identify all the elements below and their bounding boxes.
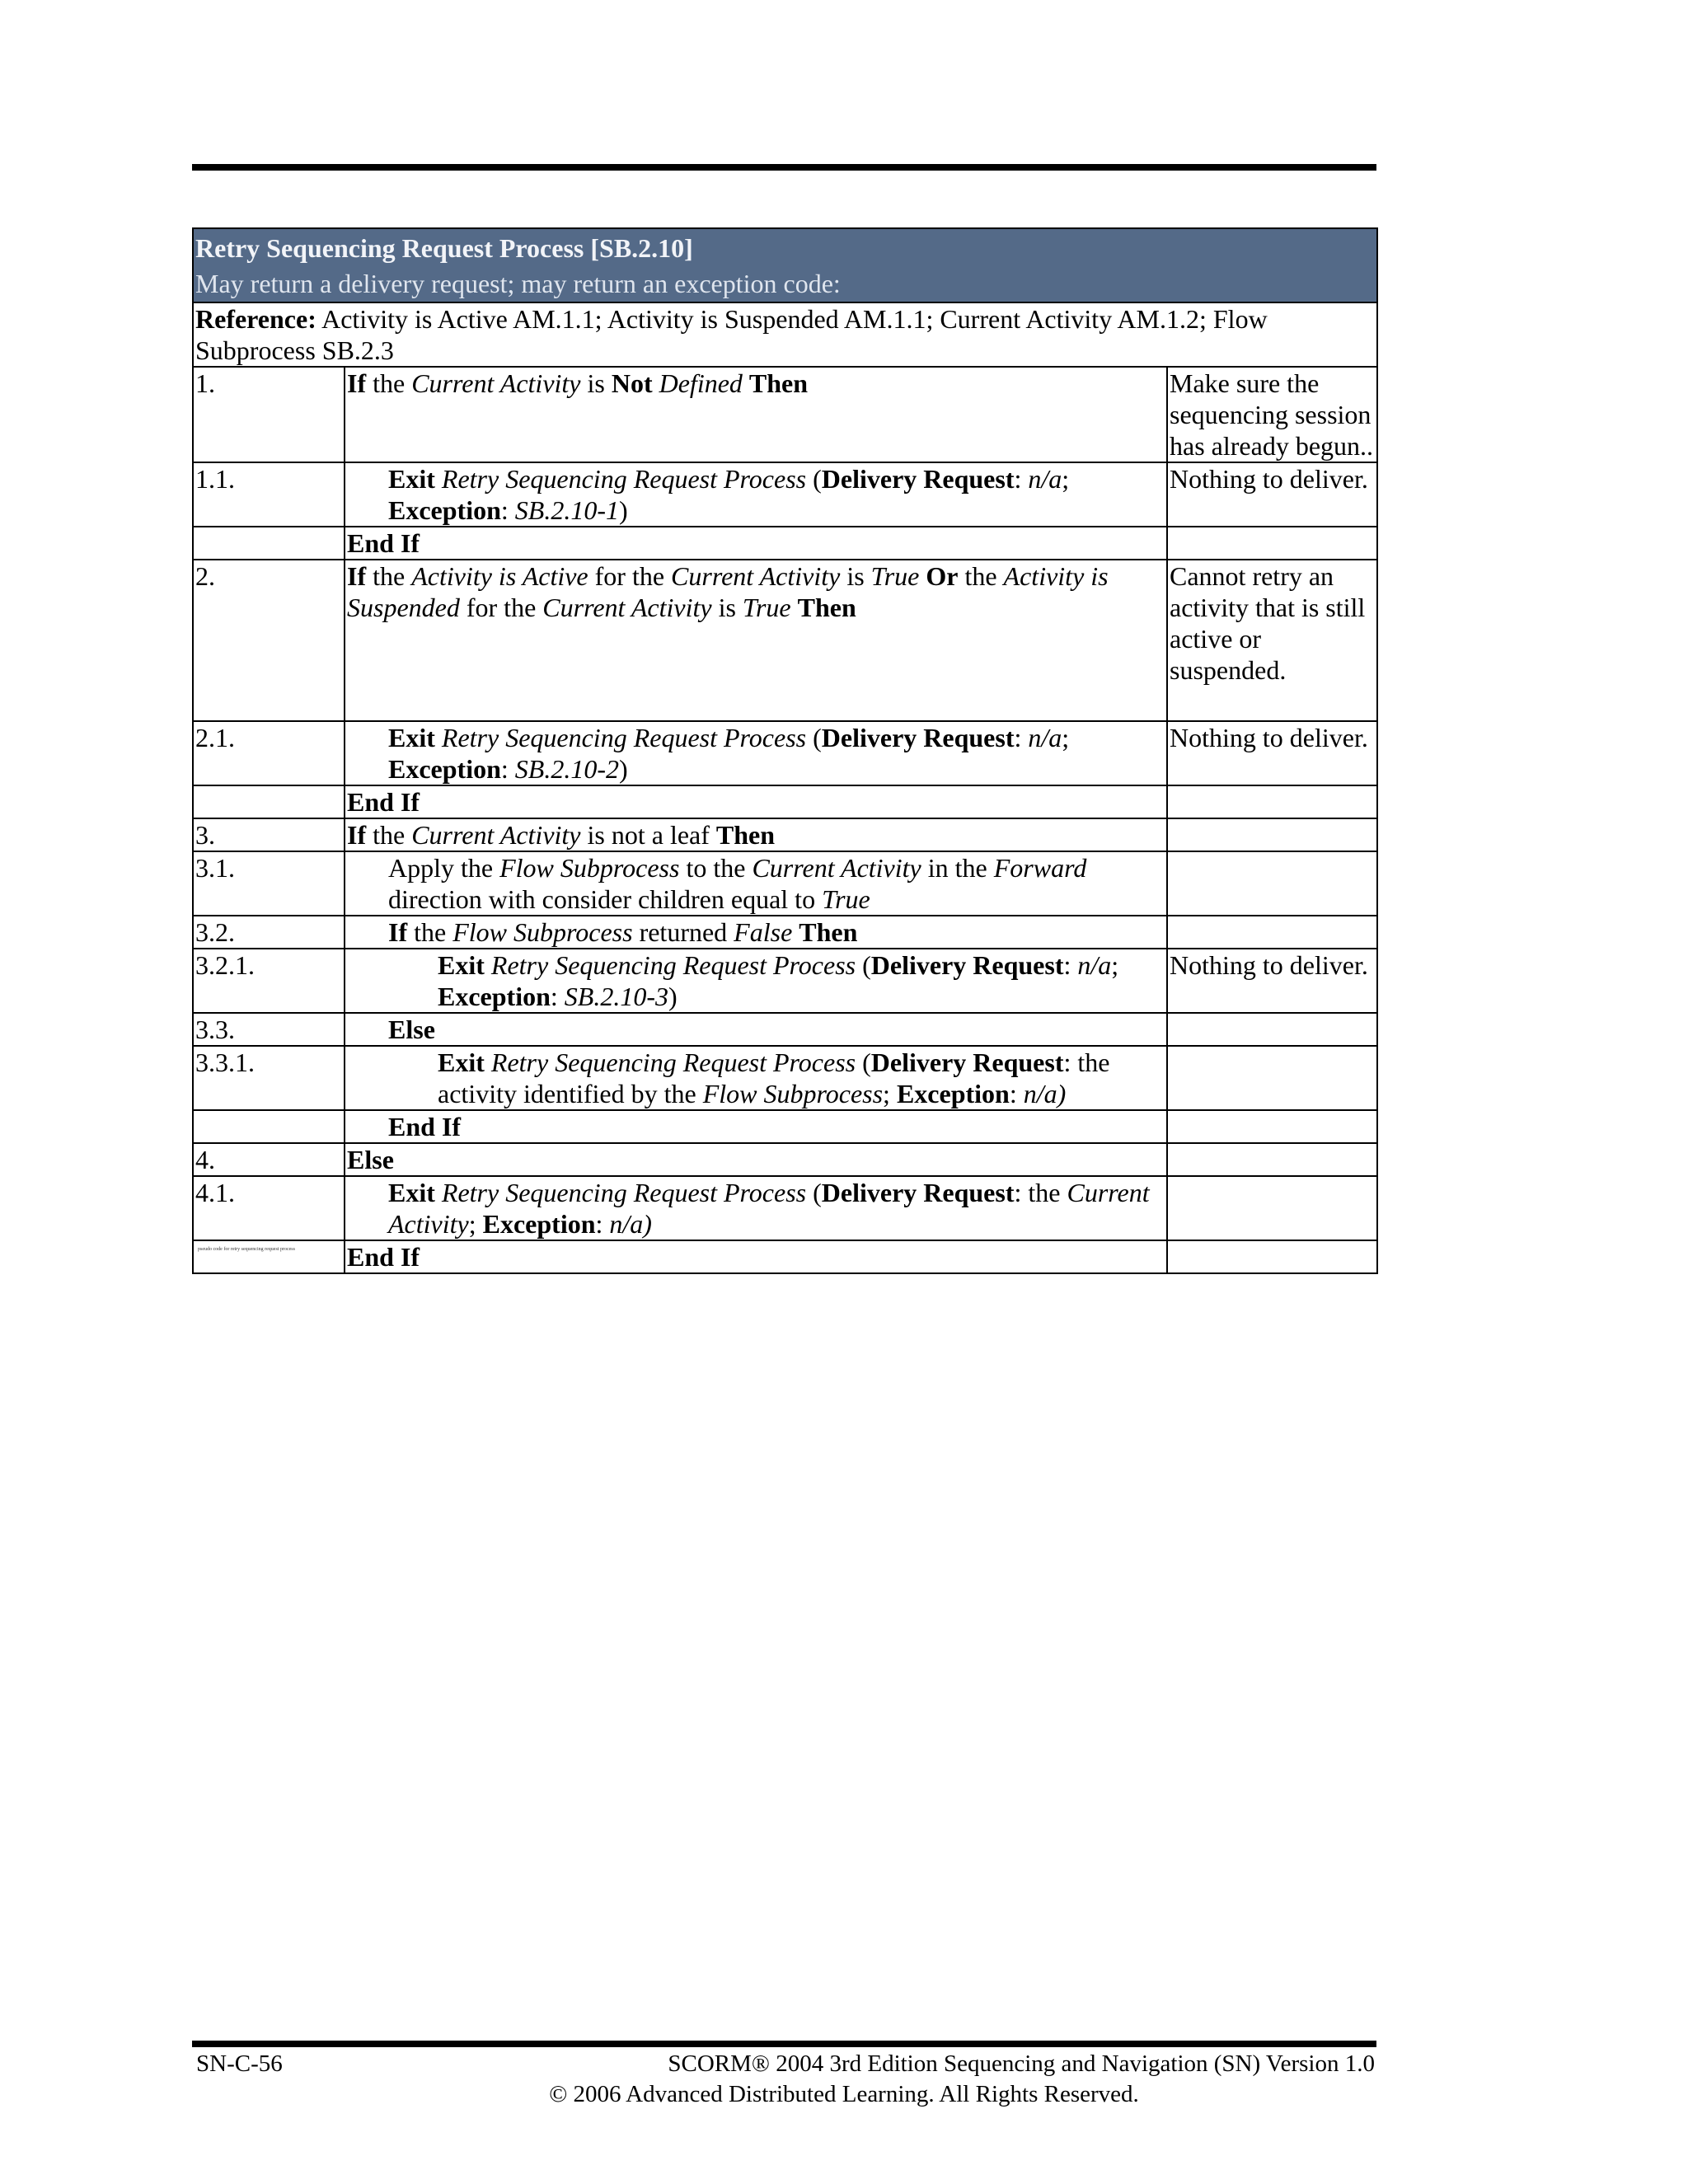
step-number: 2. <box>193 560 345 721</box>
step-comment: Nothing to deliver. <box>1167 462 1377 527</box>
table-row <box>193 1143 1377 1176</box>
step-comment <box>1167 785 1377 818</box>
step-comment <box>1167 1143 1377 1176</box>
step-number: 3.3.1. <box>193 1046 345 1110</box>
step-text: Exit Retry Sequencing Request Process (Delivery Request: the Current Activity; Exception: n/a) <box>345 1176 1167 1240</box>
page-number: SN-C-56 <box>196 2050 283 2077</box>
table-row <box>193 818 1377 851</box>
footer-rule <box>192 2041 1376 2047</box>
step-comment <box>1167 1013 1377 1046</box>
step-comment <box>1167 851 1377 916</box>
header-rule <box>192 164 1376 171</box>
step-number <box>193 1110 345 1143</box>
step-text: Else <box>345 1013 1167 1046</box>
step-text: Else <box>345 1143 1167 1176</box>
step-number: 4.1. <box>193 1176 345 1240</box>
step-text: If the Activity is Active for the Current Activity is True Or the Activity is Suspended for the Current Activity is True Then <box>345 560 1167 721</box>
step-text: Exit Retry Sequencing Request Process (Delivery Request: n/a; Exception: SB.2.10-1) <box>345 462 1167 527</box>
table-row <box>193 851 1377 916</box>
reference-cell <box>193 302 1377 367</box>
table-subtitle: May return a delivery request; may return an exception code: <box>195 269 841 298</box>
table-header <box>193 228 1377 302</box>
table-row <box>193 1110 1377 1143</box>
step-comment <box>1167 527 1377 560</box>
table-title: Retry Sequencing Request Process [SB.2.10] <box>195 233 693 263</box>
table-row <box>193 1176 1377 1240</box>
step-text: End If <box>345 1240 1167 1273</box>
reference-row <box>193 302 1377 367</box>
step-number: 3.3. <box>193 1013 345 1046</box>
table-row <box>193 560 1377 721</box>
table-row <box>193 1013 1377 1046</box>
step-number <box>193 527 345 560</box>
step-text: Apply the Flow Subprocess to the Current Activity in the Forward direction with consider children equal to True <box>345 851 1167 916</box>
step-number: 3.2.1. <box>193 949 345 1013</box>
step-number: 1. <box>193 367 345 462</box>
step-comment: Make sure the sequencing session has already begun.. <box>1167 367 1377 462</box>
step-comment <box>1167 916 1377 949</box>
copyright-notice: © 2006 Advanced Distributed Learning. All Rights Reserved. <box>549 2081 1139 2107</box>
step-comment: Nothing to deliver. <box>1167 949 1377 1013</box>
step-text: If the Current Activity is Not Defined Then <box>345 367 1167 462</box>
step-text: If the Flow Subprocess returned False Then <box>345 916 1167 949</box>
step-text: If the Current Activity is not a leaf Then <box>345 818 1167 851</box>
step-comment: Cannot retry an activity that is still active or suspended. <box>1167 560 1377 721</box>
step-comment <box>1167 1046 1377 1110</box>
process-table <box>192 227 1378 1274</box>
table-row <box>193 527 1377 560</box>
table-row <box>193 785 1377 818</box>
table-row <box>193 721 1377 785</box>
step-number: 3.1. <box>193 851 345 916</box>
step-text: Exit Retry Sequencing Request Process (Delivery Request: the activity identified by the Flow Subprocess; Exception: n/a) <box>345 1046 1167 1110</box>
step-text: End If <box>345 527 1167 560</box>
table-caption: pseudo code for retry sequencing request process <box>198 1247 295 1252</box>
step-text: Exit Retry Sequencing Request Process (Delivery Request: n/a; Exception: SB.2.10-2) <box>345 721 1167 785</box>
table-row <box>193 462 1377 527</box>
table-row <box>193 916 1377 949</box>
document-title: SCORM® 2004 3rd Edition Sequencing and Navigation (SN) Version 1.0 <box>668 2050 1375 2077</box>
step-comment <box>1167 818 1377 851</box>
step-text: End If <box>345 1110 1167 1143</box>
step-number: 2.1. <box>193 721 345 785</box>
step-text: Exit Retry Sequencing Request Process (Delivery Request: n/a; Exception: SB.2.10-3) <box>345 949 1167 1013</box>
table-row <box>193 367 1377 462</box>
step-number: 1.1. <box>193 462 345 527</box>
step-number <box>193 1240 345 1273</box>
step-comment: Nothing to deliver. <box>1167 721 1377 785</box>
step-number: 3. <box>193 818 345 851</box>
table-row <box>193 1240 1377 1273</box>
step-text: End If <box>345 785 1167 818</box>
table-row <box>193 1046 1377 1110</box>
step-comment <box>1167 1176 1377 1240</box>
table-row <box>193 949 1377 1013</box>
step-comment <box>1167 1240 1377 1273</box>
reference-label: Reference: <box>195 304 316 334</box>
reference-text: Activity is Active AM.1.1; Activity is Suspended AM.1.1; Current Activity AM.1.2; Flow Subprocess SB.2.3 <box>195 304 1268 365</box>
step-number: 3.2. <box>193 916 345 949</box>
step-number: 4. <box>193 1143 345 1176</box>
table-header-row <box>193 228 1377 302</box>
step-comment <box>1167 1110 1377 1143</box>
step-number <box>193 785 345 818</box>
